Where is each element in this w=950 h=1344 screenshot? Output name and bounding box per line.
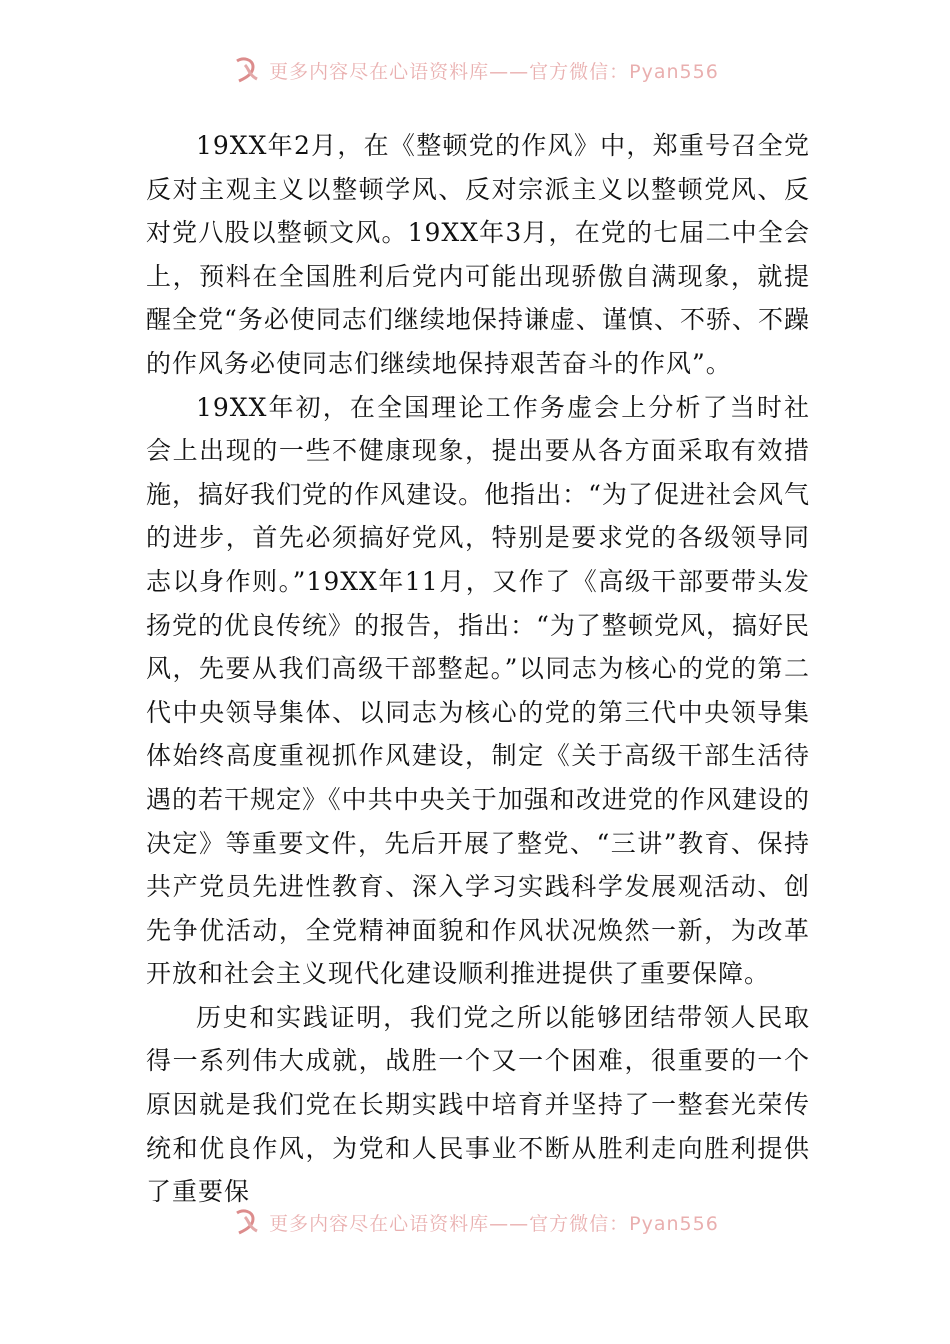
watermark-text: 更多内容尽在心语资料库——官方微信：Pyan556 <box>269 1212 719 1235</box>
watermark-text: 更多内容尽在心语资料库——官方微信：Pyan556 <box>269 60 719 83</box>
paragraph-1: 19XX年2月，在《整顿党的作风》中，郑重号召全党反对主观主义以整顿学风、反对宗派主义以整顿党风、反对党八股以整顿文风。19XX年3月，在党的七届二中全会上，预料在全国胜利后党内可能出现骄傲自满现象，就提醒全党“务必使同志们继续地保持谦虚、谨慎、不骄、不躁的作风务必使同志们继续地保持艰苦奋斗的作风”。 <box>146 131 810 378</box>
paragraph-3: 历史和实践证明，我们党之所以能够团结带领人民取得一系列伟大成就，战胜一个又一个困难，很重要的一个原因就是我们党在长期实践中培育并坚持了一整套光荣传统和优良作风，为党和人民事业不断从胜利走向胜利提供了重要保 <box>146 1002 810 1207</box>
watermark-logo-icon <box>231 55 261 85</box>
footer-watermark <box>0 1202 950 1242</box>
header-watermark <box>0 50 950 90</box>
watermark-logo-icon <box>231 1207 261 1237</box>
paragraph-2: 19XX年初，在全国理论工作务虚会上分析了当时社会上出现的一些不健康现象，提出要从各方面采取有效措施，搞好我们党的作风建设。他指出：“为了促进社会风气的进步，首先必须搞好党风，特别是要求党的各级领导同志以身作则。”19XX年11月，又作了《高级干部要带头发扬党的优良传统》的报告，指出：“为了整顿党风，搞好民风，先要从我们高级干部整起。”以同志为核心的党的第二代中央领导集体、以同志为核心的党的第三代中央领导集体始终高度重视抓作风建设，制定《关于高级干部生活待遇的若干规定》《中共中央关于加强和改进党的作风建设的决定》等重要文件，先后开展了整党、“三讲”教育、保持共产党员先进性教育、深入学习实践科学发展观活动、创先争优活动，全党精神面貌和作风状况焕然一新，为改革开放和社会主义现代化建设顺利推进提供了重要保障。 <box>146 392 810 989</box>
document-body <box>146 124 810 1214</box>
